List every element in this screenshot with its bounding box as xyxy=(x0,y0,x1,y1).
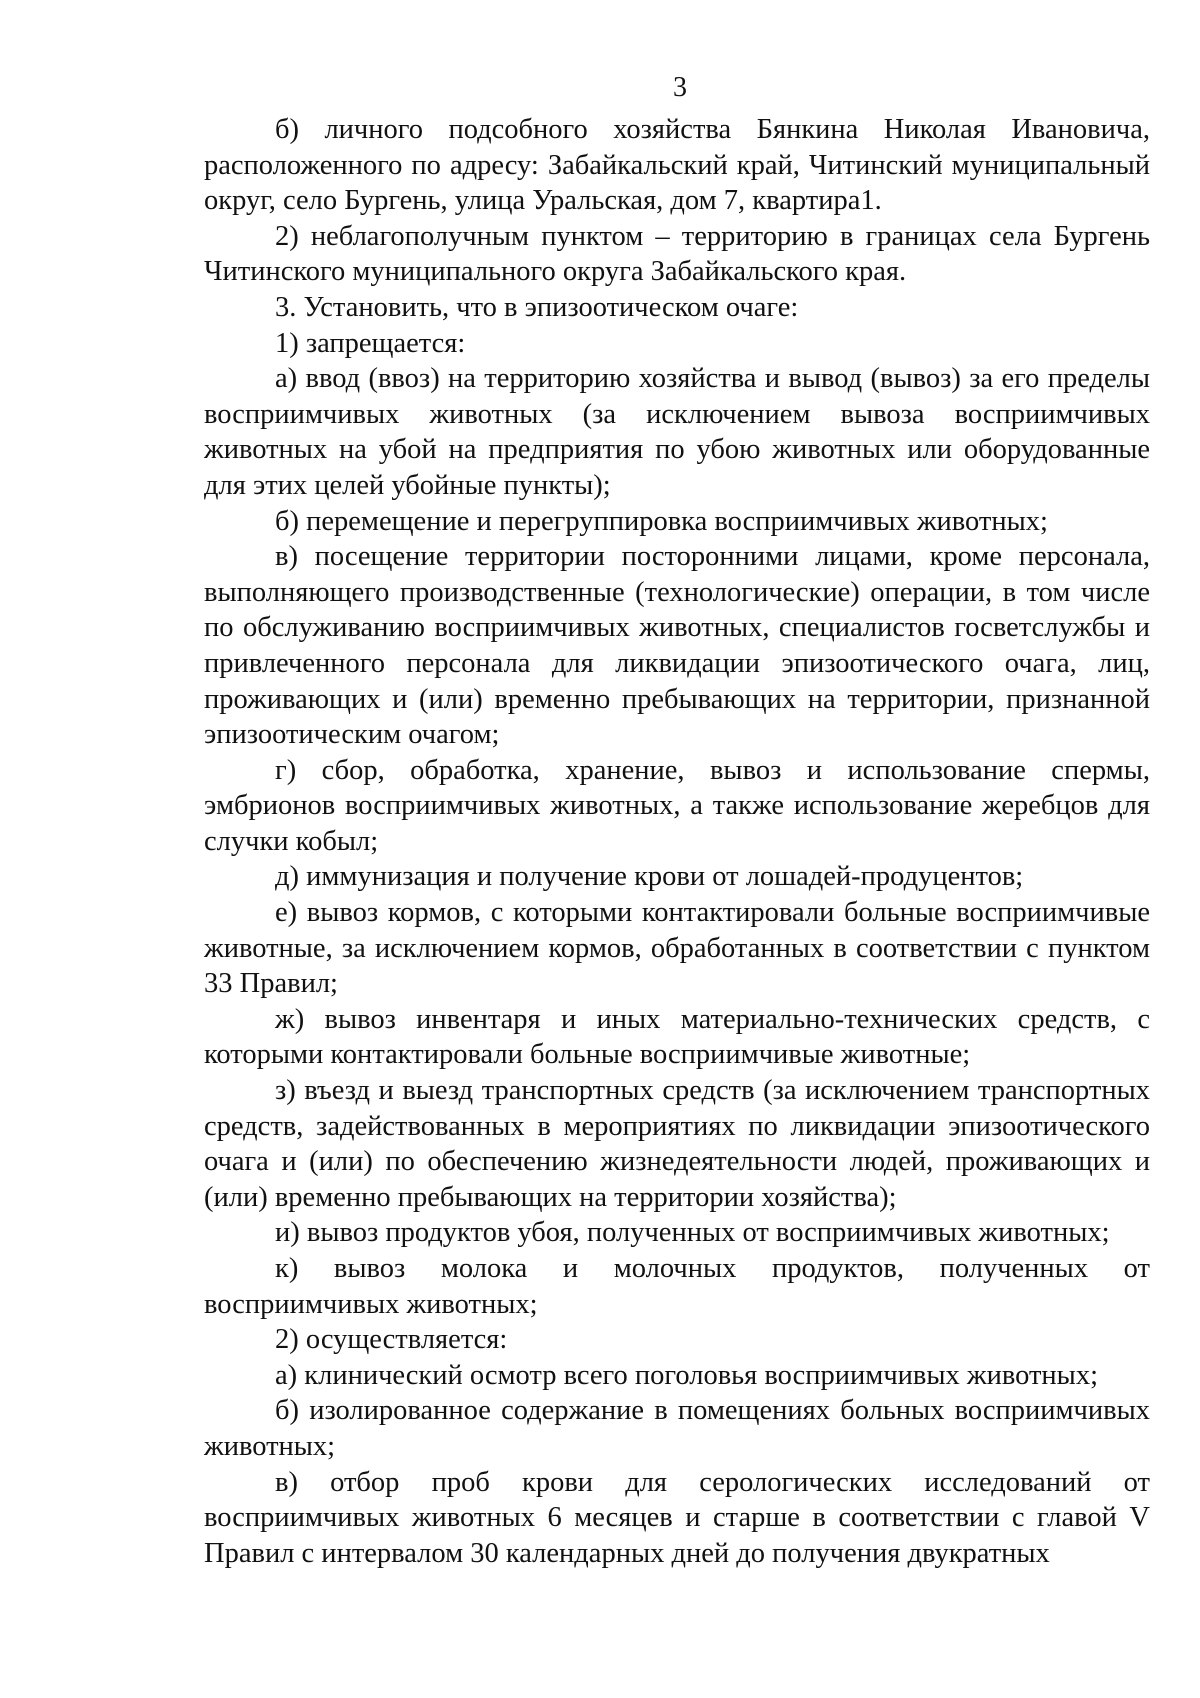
paragraph-prohibited-zh: ж) вывоз инвентаря и иных материально-технических средств, с которыми контактировали больные восприимчивые животные; xyxy=(204,1003,1150,1071)
paragraph-prohibited-i: и) вывоз продуктов убоя, полученных от восприимчивых животных; xyxy=(275,1217,1110,1249)
paragraph-prohibited-k: к) вывоз молока и молочных продуктов, полученных от восприимчивых животных; xyxy=(204,1253,1150,1320)
page-number: 3 xyxy=(673,72,687,103)
paragraph-prohibited-g: г) сбор, обработка, хранение, вывоз и использование спермы, эмбрионов восприимчивых животных, а также использование жеребцов для случки кобыл; xyxy=(204,754,1150,857)
paragraph-prohibited-v: в) посещение территории посторонними лицами, кроме персонала, выполняющего производственные (технологические) операции, в том числе по обслуживанию восприимчивых животных, специалистов госветслужбы и привлеченного персонала для ликвидации эпизоотического очага, лиц, проживающих и (или) временно пребывающих на территории, признанной эпизоотическим очагом; xyxy=(204,541,1150,751)
paragraph-3-heading: 3. Установить, что в эпизоотическом очаге: xyxy=(275,291,799,323)
paragraph-prohibited-a: а) ввод (ввоз) на территорию хозяйства и вывод (вывоз) за его пределы восприимчивых животных (за исключением вывоза восприимчивых животных на убой на предприятия по убою животных или оборудованные для этих целей убойные пункты); xyxy=(204,363,1150,501)
paragraph-prohibited-heading: 1) запрещается: xyxy=(275,327,466,359)
paragraph-carried-out-heading: 2) осуществляется: xyxy=(275,1324,508,1356)
paragraph-2-unfavorable-point: 2) неблагополучным пунктом – территорию в границах села Бургень Читинского муниципального округа Забайкальского края. xyxy=(204,220,1150,288)
paragraph-prohibited-d: д) иммунизация и получение крови от лошадей-продуцентов; xyxy=(275,861,1024,893)
paragraph-carried-out-a: а) клинический осмотр всего поголовья восприимчивых животных; xyxy=(275,1359,1098,1391)
paragraph-1b-farm-address: б) личного подсобного хозяйства Бянкина Николая Ивановича, расположенного по адресу: Забайкальский край, Читинский муниципальный округ, село Бургень, улица Уральская, дом 7, квартира1. xyxy=(204,114,1150,217)
paragraph-carried-out-v: в) отбор проб крови для серологических исследований от восприимчивых животных 6 месяцев и старше в соответствии с главой V Правил с интервалом 30 календарных дней до получения двукратных xyxy=(204,1466,1150,1569)
paragraph-prohibited-z: з) въезд и выезд транспортных средств (за исключением транспортных средств, задействованных в мероприятиях по ликвидации эпизоотического очага и (или) по обеспечению жизнедеятельности людей, проживающих и (или) временно пребывающих на территории хозяйства); xyxy=(204,1075,1150,1213)
paragraph-carried-out-b: б) изолированное содержание в помещениях больных восприимчивых животных; xyxy=(204,1395,1150,1462)
paragraph-prohibited-e: е) вывоз кормов, с которыми контактировали больные восприимчивые животные, за исключением кормов, обработанных в соответствии с пунктом 33 Правил; xyxy=(204,897,1150,1000)
document-body xyxy=(204,112,1150,1571)
paragraph-prohibited-b: б) перемещение и перегруппировка восприимчивых животных; xyxy=(275,505,1048,537)
